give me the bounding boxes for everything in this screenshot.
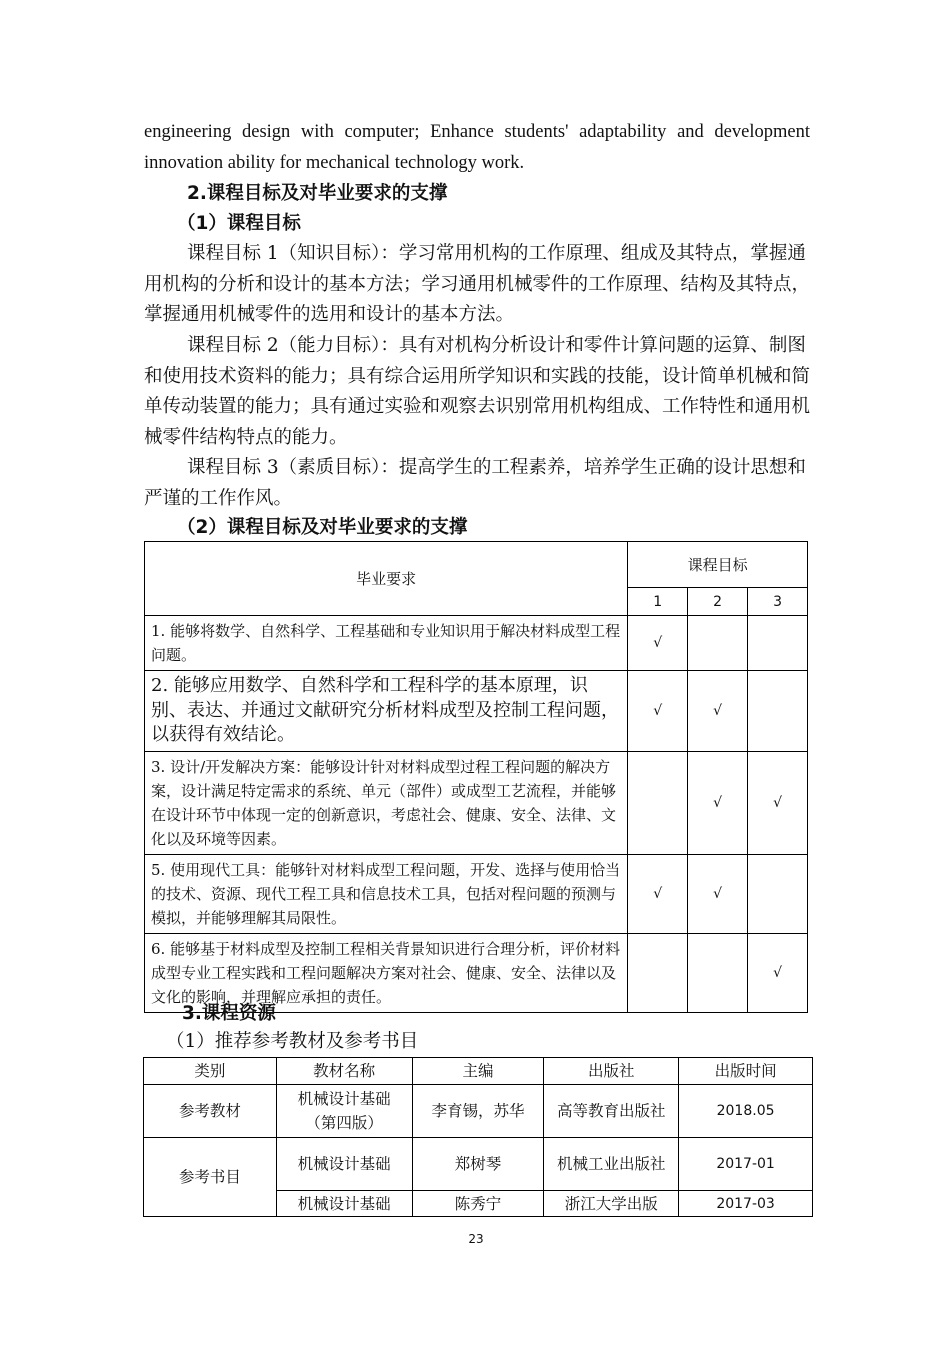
check-cell: √ xyxy=(688,854,748,933)
table-row xyxy=(144,1085,813,1138)
date-cell: 2017-01 xyxy=(679,1138,813,1191)
header-editor: 主编 xyxy=(412,1058,544,1085)
check-cell xyxy=(688,933,748,1012)
section2-sub1-heading: （1）课程目标 xyxy=(177,213,301,234)
check-cell: √ xyxy=(748,933,808,1012)
check-cell: √ xyxy=(628,671,688,752)
check-cell xyxy=(688,616,748,671)
table-row xyxy=(145,854,808,933)
page-number: 23 xyxy=(468,1232,484,1246)
requirement-cell: 6. 能够基于材料成型及控制工程相关背景知识进行合理分析，评价材料成型专业工程实践和工程问题解决方案对社会、健康、安全、法律以及文化的影响，并理解应承担的责任。 xyxy=(145,933,628,1012)
book-name-cell: 机械设计基础 xyxy=(276,1138,412,1191)
check-cell: √ xyxy=(748,751,808,854)
goal-number-2: 2 xyxy=(688,588,748,616)
section3-sub1-heading: （1）推荐参考教材及参考书目 xyxy=(166,1031,419,1052)
editor-cell: 陈秀宁 xyxy=(412,1191,544,1217)
check-cell xyxy=(628,751,688,854)
support-table xyxy=(144,541,808,1013)
requirement-cell: 2. 能够应用数学、自然科学和工程科学的基本原理，识别、表达、并通过文献研究分析材料成型及控制工程问题，以获得有效结论。 xyxy=(145,671,628,752)
course-goal-2: 课程目标 2（能力目标）：具有对机构分析设计和零件计算问题的运算、制图和使用技术资料的能力；具有综合运用所学知识和实践的技能，设计简单机械和简单传动装置的能力；具有通过实验和观察去识别常用机构组成、工作特性和通用机械零件结构特点的能力。 xyxy=(144,335,811,448)
requirement-cell: 1. 能够将数学、自然科学、工程基础和专业知识用于解决材料成型工程问题。 xyxy=(145,616,628,671)
date-cell: 2018.05 xyxy=(679,1085,813,1138)
table-row xyxy=(145,616,808,671)
category-cell: 参考书目 xyxy=(144,1138,277,1217)
course-goal-3: 课程目标 3（素质目标）：提高学生的工程素养，培养学生正确的设计思想和严谨的工作作风。 xyxy=(144,457,806,509)
requirement-cell: 5. 使用现代工具：能够针对材料成型工程问题，开发、选择与使用恰当的技术、资源、现代工程工具和信息技术工具，包括对程问题的预测与模拟，并能够理解其局限性。 xyxy=(145,854,628,933)
header-requirement: 毕业要求 xyxy=(145,542,628,616)
table-row xyxy=(145,671,808,752)
requirement-cell: 3. 设计/开发解决方案：能够设计针对材料成型过程工程问题的解决方案，设计满足特定需求的系统、单元（部件）或成型工艺流程，并能够在设计环节中体现一定的创新意识，考虑社会、健康、安全、法律、文化以及环境等因素。 xyxy=(145,751,628,854)
goal-number-1: 1 xyxy=(628,588,688,616)
course-goal-1: 课程目标 1（知识目标）：学习常用机构的工作原理、组成及其特点，掌握通用机构的分析和设计的基本方法；学习通用机械零件的工作原理、结构及其特点，掌握通用机械零件的选用和设计的基本方法。 xyxy=(144,243,811,325)
header-category: 类别 xyxy=(144,1058,277,1085)
header-goals: 课程目标 xyxy=(628,542,808,588)
check-cell xyxy=(748,671,808,752)
books-table xyxy=(143,1057,813,1217)
book-name-cell: 机械设计基础（第四版） xyxy=(276,1085,412,1138)
check-cell xyxy=(628,933,688,1012)
publisher-cell: 机械工业出版社 xyxy=(544,1138,679,1191)
editor-cell: 郑树琴 xyxy=(412,1138,544,1191)
check-cell: √ xyxy=(688,671,748,752)
publisher-cell: 浙江大学出版 xyxy=(544,1191,679,1217)
table-row xyxy=(144,1138,813,1191)
book-name-cell: 机械设计基础 xyxy=(276,1191,412,1217)
header-publisher: 出版社 xyxy=(544,1058,679,1085)
check-cell: √ xyxy=(688,751,748,854)
editor-cell: 李育锡，苏华 xyxy=(412,1085,544,1138)
check-cell: √ xyxy=(628,616,688,671)
section3-heading: 3.课程资源 xyxy=(182,1003,276,1024)
header-book-name: 教材名称 xyxy=(276,1058,412,1085)
header-date: 出版时间 xyxy=(679,1058,813,1085)
table-row xyxy=(145,751,808,854)
section2-sub2-heading: （2）课程目标及对毕业要求的支撑 xyxy=(177,517,468,538)
check-cell xyxy=(748,616,808,671)
date-cell: 2017-03 xyxy=(679,1191,813,1217)
goal-number-3: 3 xyxy=(748,588,808,616)
check-cell: √ xyxy=(628,854,688,933)
intro-paragraph: engineering design with computer; Enhance students' adaptability and development innovation ability for mechanical technology work. xyxy=(144,122,810,173)
publisher-cell: 高等教育出版社 xyxy=(544,1085,679,1138)
section2-heading: 2.课程目标及对毕业要求的支撑 xyxy=(187,183,448,204)
category-cell: 参考教材 xyxy=(144,1085,277,1138)
check-cell xyxy=(748,854,808,933)
